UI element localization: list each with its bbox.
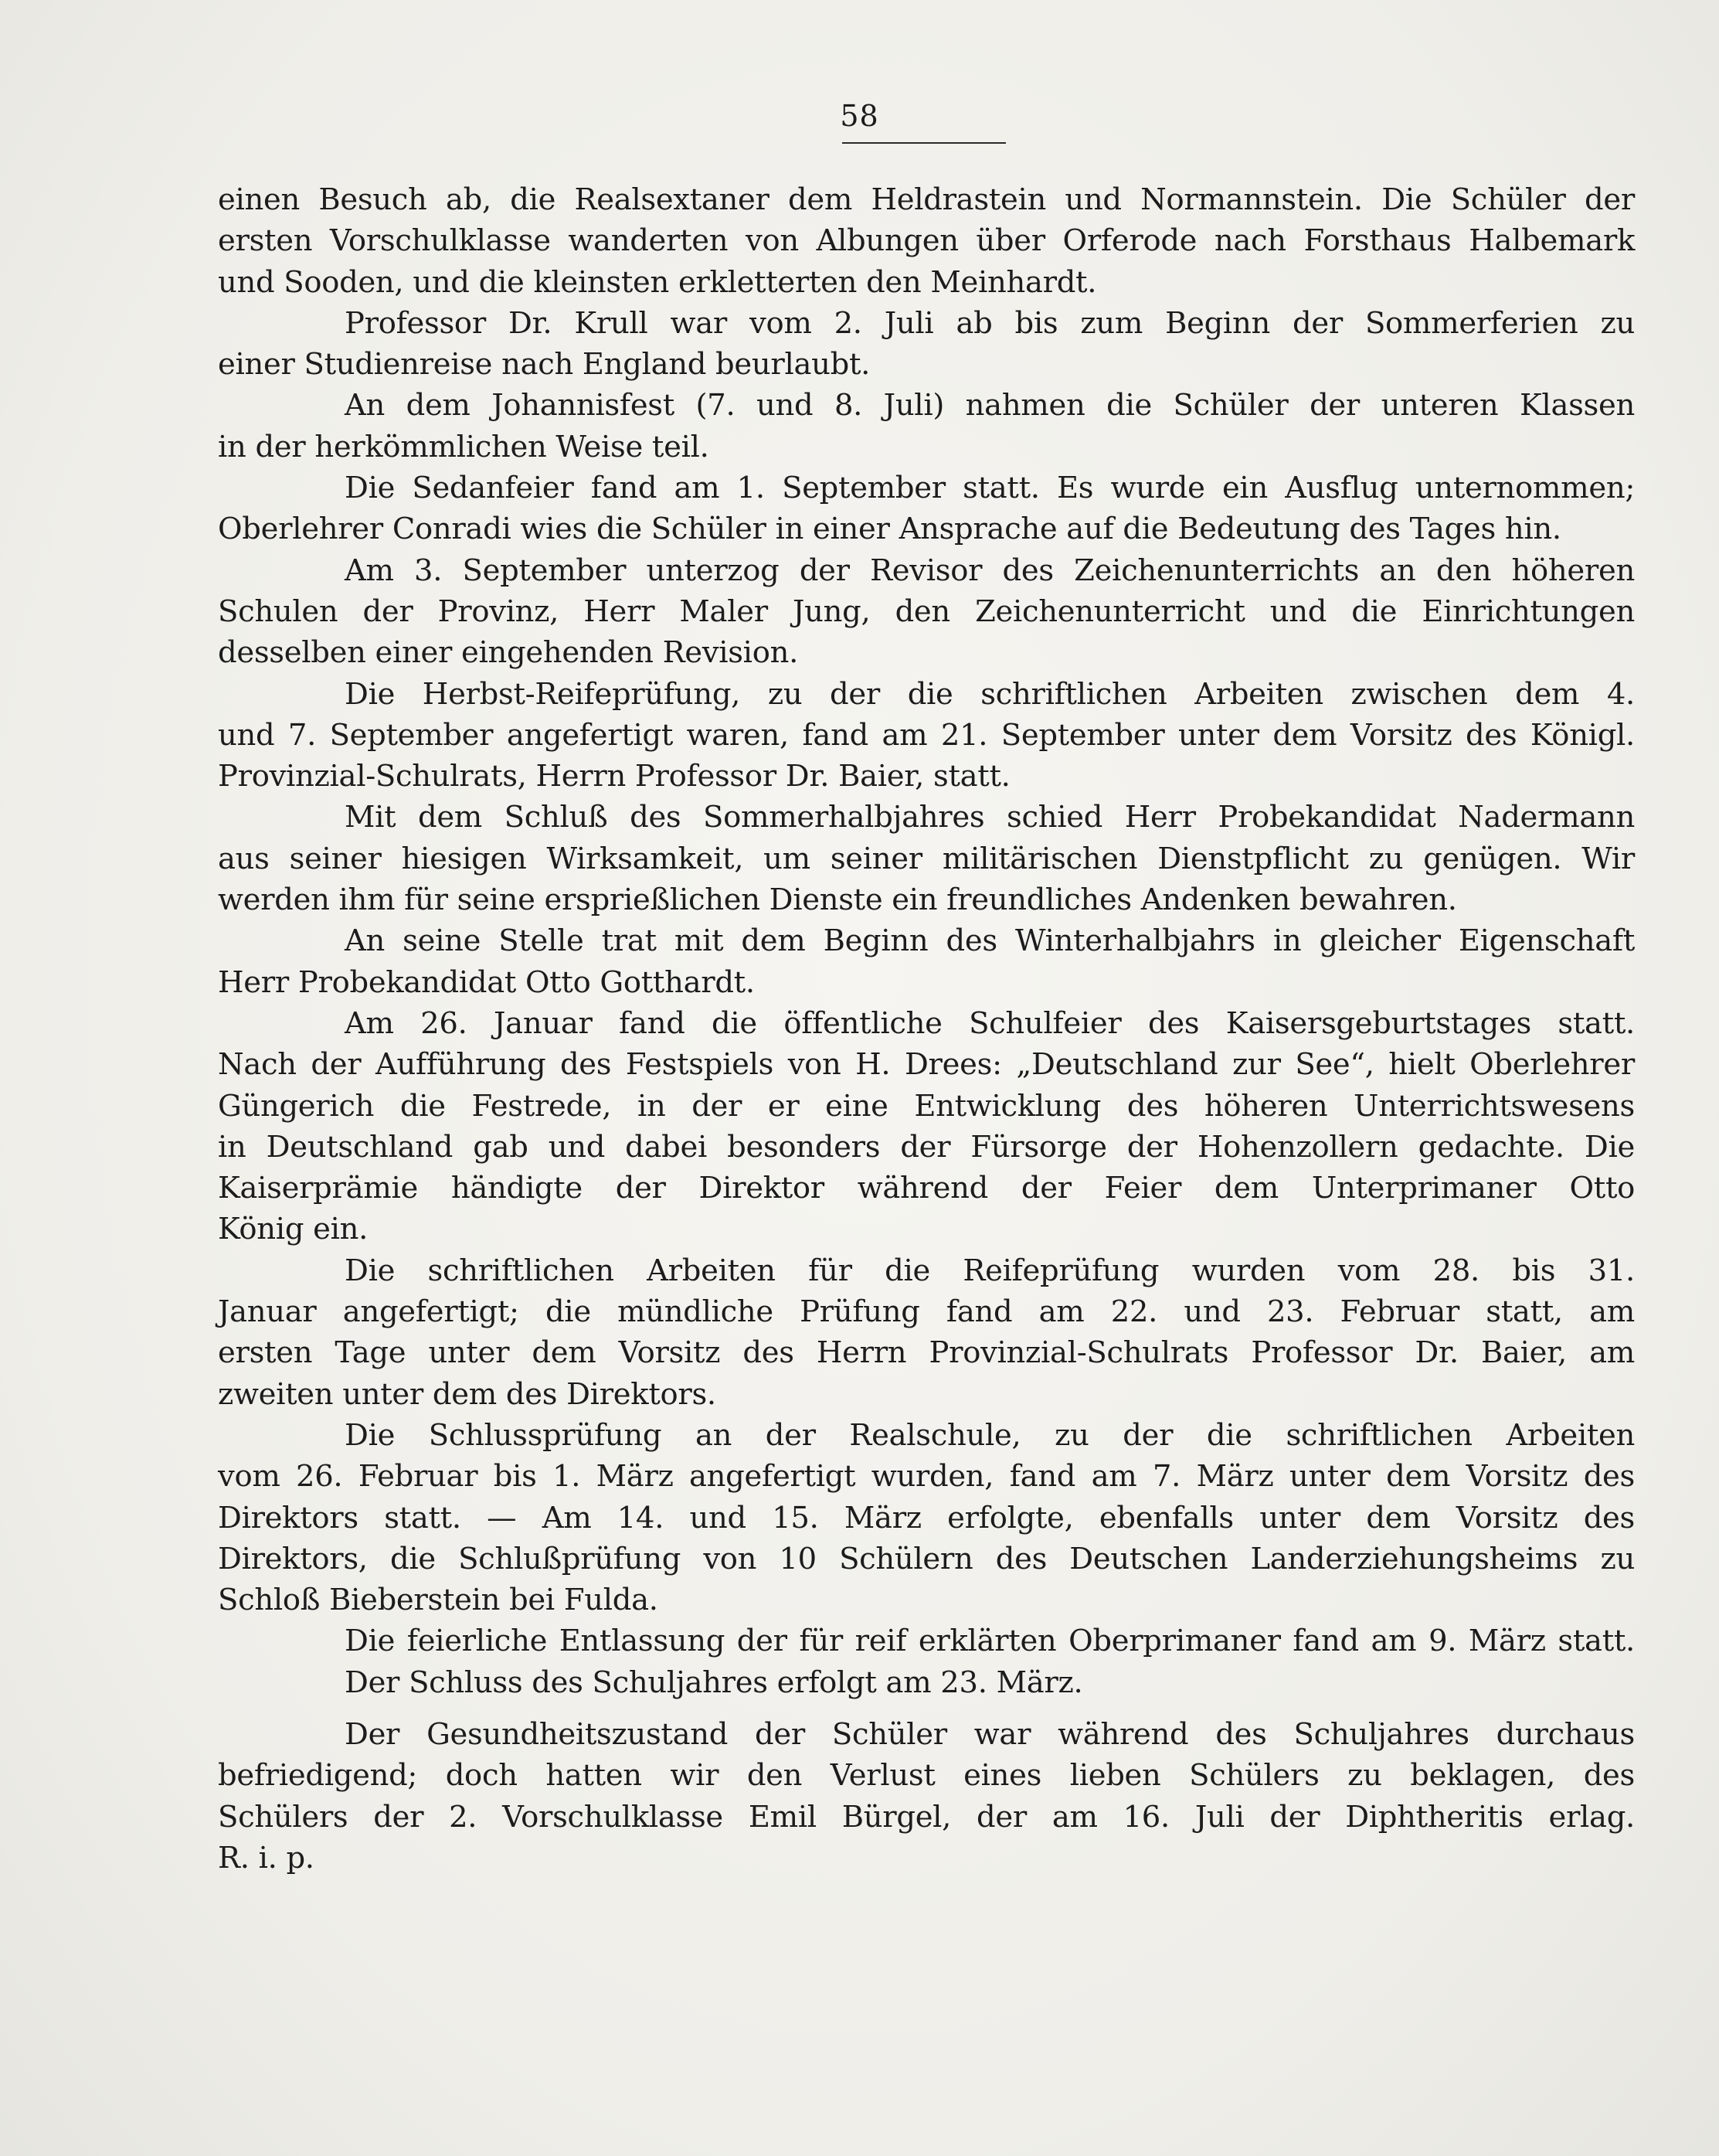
text-line: R. i. p. <box>218 1840 314 1875</box>
text-line: Januar angefertigt; die mündliche Prüfung fand am 22. und 23. Februar statt, am <box>218 1294 1635 1330</box>
text-line: Am 26. Januar fand die öffentliche Schulfeier des Kaisersgeburtstages statt. <box>345 1005 1635 1041</box>
text-line: An dem Johannisfest (7. und 8. Juli) nahmen die Schüler der unteren Klassen <box>345 388 1635 423</box>
text-line: Oberlehrer Conradi wies die Schüler in einer Ansprache auf die Bedeutung des Tages hin. <box>218 512 1561 547</box>
text-line: Güngerich die Festrede, in der er eine Entwicklung des höheren Unterrichtswesens <box>218 1088 1635 1124</box>
text-line: ersten Vorschulklasse wanderten von Albungen über Orferode nach Forsthaus Halbemark <box>218 223 1635 259</box>
text-line: Am 3. September unterzog der Revisor des Zeichenunterrichts an den höheren <box>345 553 1635 588</box>
text-line: und Sooden, und die kleinsten erkletterten den Meinhardt. <box>218 264 1097 300</box>
text-line: ersten Tage unter dem Vorsitz des Herrn Provinzial-Schulrats Professor Dr. Baier, am <box>218 1335 1635 1371</box>
text-line: zweiten unter dem des Direktors. <box>218 1376 716 1412</box>
text-line: in Deutschland gab und dabei besonders der Fürsorge der Hohenzollern gedachte. Die <box>218 1129 1635 1165</box>
text-line: Die schriftlichen Arbeiten für die Reifeprüfung wurden vom 28. bis 31. <box>345 1253 1635 1288</box>
body-text <box>218 179 1635 1879</box>
text-line: Herr Probekandidat Otto Gotthardt. <box>218 964 755 1000</box>
text-line: Schülers der 2. Vorschulklasse Emil Bürgel, der am 16. Juli der Diphtheritis erlag. <box>218 1799 1635 1835</box>
text-line: König ein. <box>218 1212 369 1247</box>
text-line: Die Herbst-Reifeprüfung, zu der die schriftlichen Arbeiten zwischen dem 4. <box>345 676 1635 712</box>
text-line: Die feierliche Entlassung der für reif erklärten Oberprimaner fand am 9. März statt. <box>345 1624 1635 1659</box>
text-line: Die Schlussprüfung an der Realschule, zu der die schriftlichen Arbeiten <box>345 1417 1635 1453</box>
text-line: und 7. September angefertigt waren, fand am 21. September unter dem Vorsitz des Königl. <box>218 717 1635 753</box>
text-line: Schulen der Provinz, Herr Maler Jung, den Zeichenunterricht und die Einrichtungen <box>218 593 1635 629</box>
text-line: desselben einer eingehenden Revision. <box>218 635 799 671</box>
page-number-rule <box>842 142 1006 144</box>
text-line: Professor Dr. Krull war vom 2. Juli ab bis zum Beginn der Sommerferien zu <box>345 305 1635 341</box>
text-line: Nach der Aufführung des Festspiels von H. Drees: „Deutschland zur See“, hielt Oberlehrer <box>218 1047 1635 1083</box>
text-line: An seine Stelle trat mit dem Beginn des Winterhalbjahrs in gleicher Eigenschaft <box>345 923 1635 959</box>
text-line: befriedigend; doch hatten wir den Verlust eines lieben Schülers zu beklagen, des <box>218 1758 1635 1794</box>
text-line: vom 26. Februar bis 1. März angefertigt wurden, fand am 7. März unter dem Vorsitz des <box>218 1459 1635 1495</box>
text-line: Der Gesundheitszustand der Schüler war während des Schuljahres durchaus <box>345 1716 1635 1752</box>
text-line: einen Besuch ab, die Realsextaner dem Heldrastein und Normannstein. Die Schüler der <box>218 182 1635 217</box>
page-number: 58 <box>840 99 879 133</box>
text-line: in der herkömmlichen Weise teil. <box>218 429 709 464</box>
text-line: Direktors statt. — Am 14. und 15. März erfolgte, ebenfalls unter dem Vorsitz des <box>218 1500 1635 1535</box>
text-line: Provinzial-Schulrats, Herrn Professor Dr. Baier, statt. <box>218 759 1011 794</box>
text-line: Direktors, die Schlußprüfung von 10 Schülern des Deutschen Landerziehungsheims zu <box>218 1541 1635 1576</box>
text-line: werden ihm für seine ersprießlichen Dienste ein freundliches Andenken bewahren. <box>218 882 1457 918</box>
text-line: Mit dem Schluß des Sommerhalbjahres schied Herr Probekandidat Nadermann <box>345 800 1635 835</box>
text-line: Schloß Bieberstein bei Fulda. <box>218 1583 658 1618</box>
text-line: Kaiserprämie händigte der Direktor während der Feier dem Unterprimaner Otto <box>218 1171 1635 1206</box>
text-line: aus seiner hiesigen Wirksamkeit, um seiner militärischen Dienstpflicht zu genügen. Wir <box>218 841 1635 876</box>
text-line: einer Studienreise nach England beurlaubt. <box>218 347 871 383</box>
text-line: Der Schluss des Schuljahres erfolgt am 23. März. <box>345 1665 1083 1700</box>
text-line: Die Sedanfeier fand am 1. September statt. Es wurde ein Ausflug unternommen; <box>345 471 1635 506</box>
